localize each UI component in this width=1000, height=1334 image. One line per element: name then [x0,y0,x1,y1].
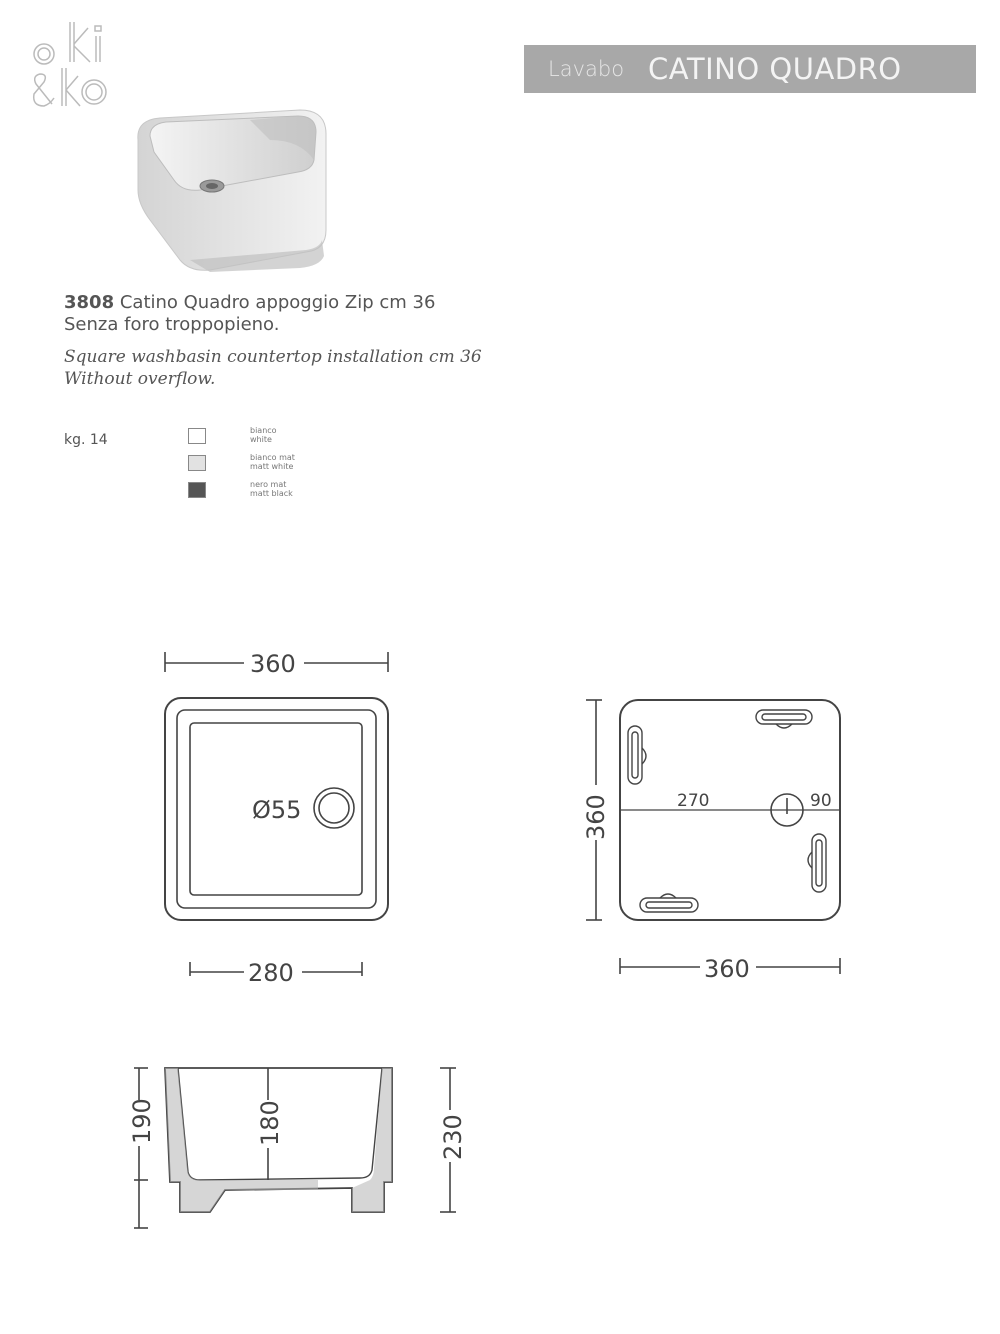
dim-section-total-height: 230 [439,1114,467,1160]
weight-label: kg. 14 [64,432,108,448]
category-label: Lavabo [548,57,625,81]
section-view [134,1068,456,1228]
finish-label-white [250,426,277,444]
finish-it-white: bianco [250,426,277,435]
finish-en-matt-white: matt white [250,462,294,471]
swatch-white [188,428,206,444]
product-code: 3808 [64,292,115,313]
dim-drain-offset-b: 90 [810,791,832,811]
swatch-matt-black [188,482,206,498]
dim-bottom-height: 360 [582,794,610,840]
finish-en-white: white [250,435,272,444]
description-it-line2: Senza foro troppopieno. [64,314,280,335]
brand-logo [30,18,108,110]
technical-drawings [0,600,1000,1300]
description-en-line1: Square washbasin countertop installation cm 36 [64,347,482,367]
finish-label-matt-black [250,480,293,498]
dim-top-width: 360 [250,650,296,678]
finish-it-matt-white: bianco mat [250,453,295,462]
dim-drain: Ø55 [252,796,302,824]
description-english [64,346,482,390]
finish-label-matt-white [250,453,295,471]
dim-inner-width: 280 [248,959,294,987]
dim-bottom-width: 360 [704,955,750,983]
dim-section-inner-height: 190 [128,1098,156,1144]
bottom-view [586,700,840,974]
description-italian [64,292,435,336]
dim-drain-offset-a: 270 [677,791,710,811]
dim-section-depth: 180 [256,1100,284,1146]
product-photo [130,100,330,272]
description-it-line1: Catino Quadro appoggio Zip cm 36 [119,292,436,313]
title-band [524,45,976,93]
product-title: CATINO QUADRO [648,52,902,86]
finish-it-matt-black: nero mat [250,480,287,489]
finish-en-matt-black: matt black [250,489,293,498]
swatch-matt-white [188,455,206,471]
description-en-line2: Without overflow. [64,369,216,389]
